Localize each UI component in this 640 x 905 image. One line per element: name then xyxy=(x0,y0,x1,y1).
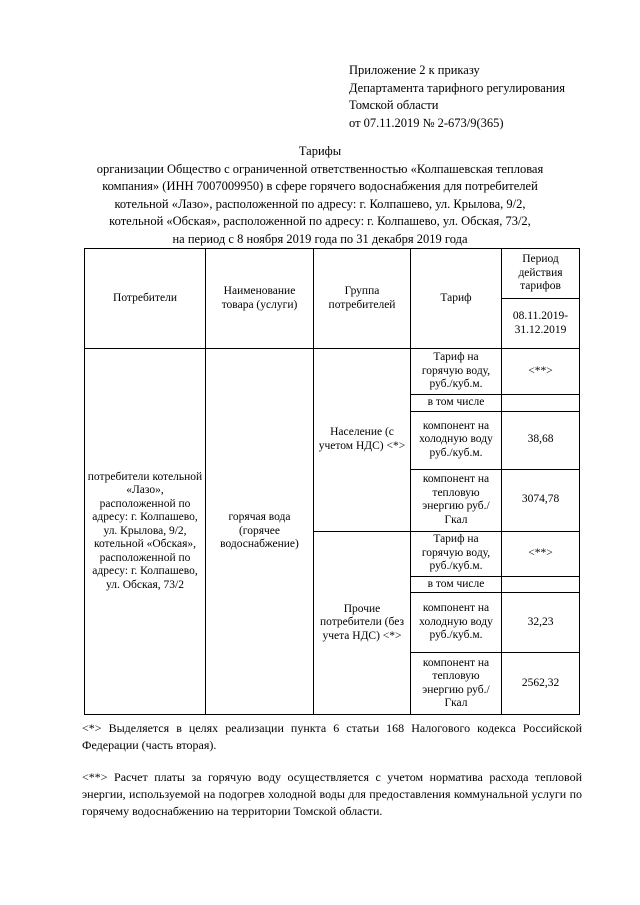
title-line: компания» (ИНН 7007009950) в сфере горячего водоснабжения для потребителей xyxy=(102,179,538,193)
product-cell: горячая вода (горячее водоснабжение) xyxy=(206,349,314,715)
appendix-line: Департамента тарифного регулирования xyxy=(349,80,565,95)
tariff-label: Тариф на горячую воду, руб./куб.м. xyxy=(411,349,502,395)
footnote-vat: <*> Выделяется в целях реализации пункта 6 статьи 168 Налогового кодекса Российской Федерации (часть вторая). xyxy=(82,721,582,752)
tariff-label: компонент на холодную воду руб./куб.м. xyxy=(411,411,502,469)
tariff-table xyxy=(84,248,580,715)
tariff-value: 3074,78 xyxy=(502,469,580,531)
appendix-line: Приложение 2 к приказу xyxy=(349,63,480,77)
footnote-hot-water: <**> Расчет платы за горячую воду осуществляется с учетом норматива расхода тепловой энергии, используемой на подогрев холодной воды для предоставления коммунальной услуги по горячему водоснабжению на территории Томской области. xyxy=(82,770,582,818)
tariff-value: 32,23 xyxy=(502,593,580,653)
tariff-value: 2562,32 xyxy=(502,653,580,715)
document-title xyxy=(60,143,580,248)
tariff-value xyxy=(502,395,580,412)
group-other: Прочие потребители (без учета НДС) <*> xyxy=(314,531,411,715)
title-line: организации Общество с ограниченной ответственностью «Колпашевская тепловая xyxy=(96,161,544,176)
tariff-value: 38,68 xyxy=(502,411,580,469)
group-population: Население (с учетом НДС) <*> xyxy=(314,349,411,532)
tariff-label: Тариф на горячую воду, руб./куб.м. xyxy=(411,531,502,576)
tariff-label: в том числе xyxy=(411,576,502,593)
title-heading: Тарифы xyxy=(298,144,342,158)
tariff-value: <**> xyxy=(502,531,580,576)
header-consumers: Потребители xyxy=(85,249,206,349)
consumers-cell: потребители котельной «Лазо», расположенной по адресу: г. Колпашево, ул. Крылова, 9/2, котельной «Обская», расположенной по адресу: г. Колпашево, ул. Обская, 73/2 xyxy=(85,349,206,715)
header-period: Период действия тарифов xyxy=(502,249,580,299)
header-group: Группа потребителей xyxy=(314,249,411,349)
tariff-value xyxy=(502,576,580,593)
header-product: Наименование товара (услуги) xyxy=(206,249,314,349)
title-line: котельной «Обская», расположенной по адресу: г. Колпашево, ул. Обская, 73/2, xyxy=(109,214,531,228)
header-tariff: Тариф xyxy=(411,249,502,349)
title-line: котельной «Лазо», расположенной по адресу: г. Колпашево, ул. Крылова, 9/2, xyxy=(114,196,526,211)
appendix-order-date: от 07.11.2019 № 2-673/9(365) xyxy=(349,115,504,130)
tariff-label: компонент на холодную воду руб./куб.м. xyxy=(411,593,502,653)
title-period: на период с 8 ноября 2019 года по 31 декабря 2019 года xyxy=(172,231,468,246)
appendix-line: Томской области xyxy=(349,98,439,112)
tariff-label: компонент на тепловую энергию руб./Гкал xyxy=(411,469,502,531)
tariff-value: <**> xyxy=(502,349,580,395)
appendix-header xyxy=(349,62,565,132)
header-period-dates: 08.11.2019-31.12.2019 xyxy=(502,299,580,349)
tariff-label: в том числе xyxy=(411,395,502,412)
tariff-label: компонент на тепловую энергию руб./Гкал xyxy=(411,653,502,715)
